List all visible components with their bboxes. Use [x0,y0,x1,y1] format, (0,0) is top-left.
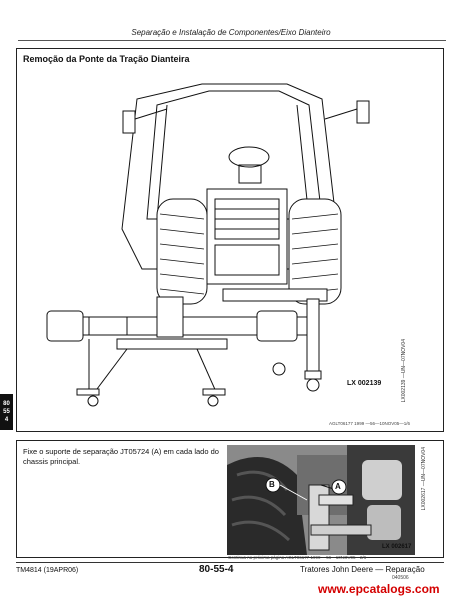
figure-reference: AGLT06177 1999 —56—10NOV05—1/6 [329,421,410,426]
section-header: Separação e Instalação de Componentes/Eixo Dianteiro [131,28,331,37]
photo-caption: Continua na próxima página AGLT06177 1999 —56—10NOV05—2/6 [228,555,367,560]
manual-id: TM4814 (19APR06) [16,567,79,574]
watermark: www.epcatalogs.com [318,582,440,596]
footer-code: 040506 [392,575,409,581]
figure-vertical-code: LX002139 —UN—07NOV04 [401,339,407,403]
side-tab-line-1: 80 [3,401,10,407]
step-panel [16,440,444,558]
separation-bracket-photo [227,445,415,555]
side-tab-line-3: 4 [4,417,9,423]
side-tab-line-2: 55 [3,409,10,415]
page-number: 80-55-4 [199,564,234,575]
step-photo [227,445,415,555]
tractor-front-axle-illustration [17,49,443,431]
header-divider [18,40,446,41]
footer-divider [16,562,444,563]
figure-panel [16,48,444,432]
photo-vertical-code: LX002617 —UN—07NOV04 [421,447,427,511]
callout-a-label: A [335,482,341,491]
figure-title: Remoção da Ponte da Tração Dianteira [23,54,190,64]
step-instruction: Fixe o suporte de separação JT05724 (A) em cada lado do chassis principal. [23,447,219,466]
section-side-tab [0,394,13,430]
book-title: Tratores John Deere — Reparação [300,565,425,574]
photo-image-code: LX 002617 [382,544,412,550]
figure-image-code: LX 002139 [347,380,382,387]
callout-b-label: B [269,480,275,489]
